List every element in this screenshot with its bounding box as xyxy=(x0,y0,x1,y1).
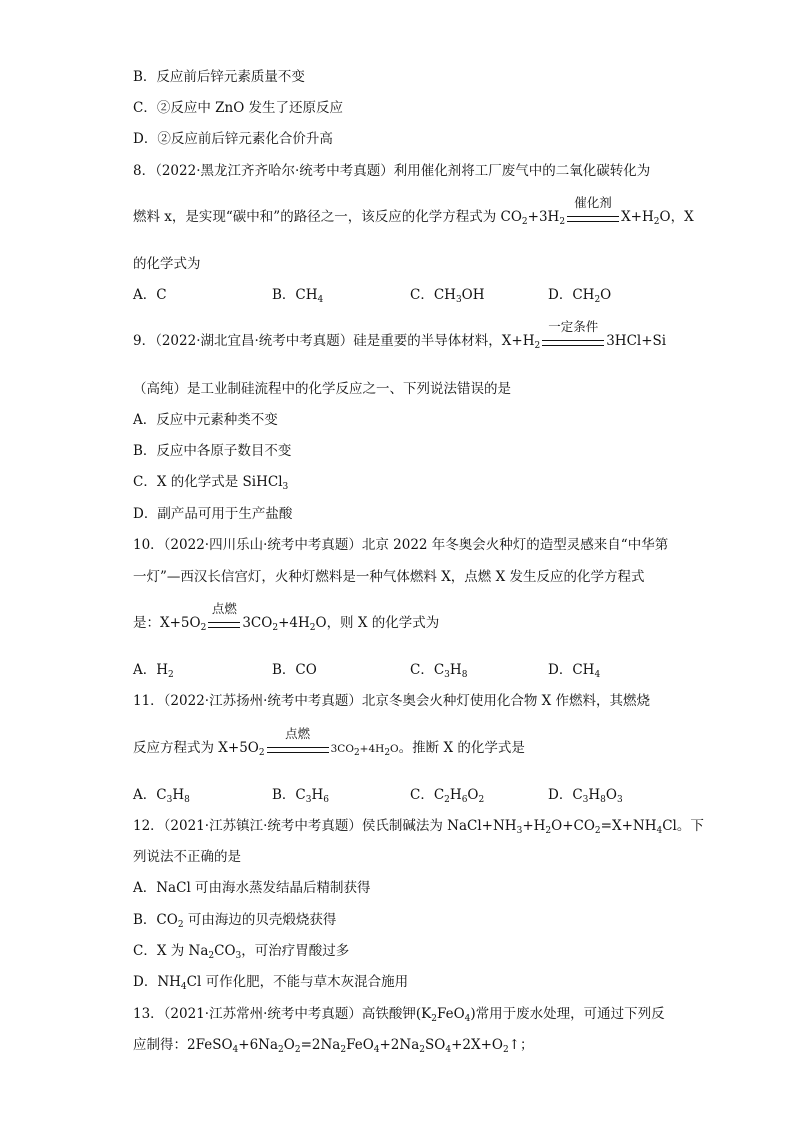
q9-option-b: B．反应中各原子数目不变 xyxy=(133,443,292,459)
q12-stem-line2: 列说法不正确的是 xyxy=(133,849,241,865)
q13-stem-line1: 13．（2021·江苏常州·统考中考真题）高铁酸钾$(K_2FeO_4)$常用于废水处理，可通过下列反 xyxy=(133,1006,665,1024)
q8-option-a: A．C xyxy=(133,287,167,303)
q10-equation-arrow: 点燃 xyxy=(208,614,240,634)
q8-option-b: B．$CH_4$ xyxy=(272,287,324,305)
q11-equation-arrow: 点燃 xyxy=(267,739,329,759)
q10-option-b: B．CO xyxy=(272,662,317,678)
q11-option-d: D．$C_3H_8O_3$ xyxy=(548,787,623,805)
q9-option-a: A．反应中元素种类不变 xyxy=(133,412,278,428)
q11-option-c: C．$C_2H_6O_2$ xyxy=(410,787,485,805)
q10-stem-line1: 10．（2022·四川乐山·统考中考真题）北京 2022 年冬奥会火种灯的造型灵感来自“中华第 xyxy=(133,537,669,553)
q12-option-d: D．$NH_4Cl$ 可作化肥，不能与草木灰混合施用 xyxy=(133,974,409,992)
q11-option-b: B．$C_3H_6$ xyxy=(272,787,329,805)
q11-stem-line2: 反应方程式为 $X+5O_2$ 点燃 $3CO_2+4H_2O$。推断 X 的化学式是 xyxy=(133,725,525,758)
q10-option-c: C．$C_3H_8$ xyxy=(410,662,468,680)
q8-stem-line2: 燃料 x，是实现“碳中和”的路径之一，该反应的化学方程式为 $CO_2+3H_2$ 催化剂 $X+H_2O$，X xyxy=(133,194,694,227)
q7-option-c: C．②反应中 ZnO 发生了还原反应 xyxy=(133,100,344,116)
q11-stem-line1: 11．（2022·江苏扬州·统考中考真题）北京冬奥会火种灯使用化合物 X 作燃料，其燃烧 xyxy=(133,693,651,709)
q8-stem-line3: 的化学式为 xyxy=(133,256,201,272)
q9-stem-line2: （高纯）是工业制硅流程中的化学反应之一、下列说法错误的是 xyxy=(133,381,511,397)
q12-option-c: C．X 为 $Na_2CO_3$，可治疗胃酸过多 xyxy=(133,943,350,961)
q10-option-d: D．$CH_4$ xyxy=(548,662,601,680)
q11-option-a: A．$C_3H_8$ xyxy=(133,787,190,805)
q12-option-b: B．$CO_2$ 可由海边的贝壳煅烧获得 xyxy=(133,912,337,930)
q9-stem-line1: 9．（2022·湖北宜昌·统考中考真题）硅是重要的半导体材料，$X+H_2$ 一定条件 3HCl+Si xyxy=(133,318,667,351)
q12-option-a: A．NaCl 可由海水蒸发结晶后精制获得 xyxy=(133,880,371,896)
q9-option-d: D．副产品可用于生产盐酸 xyxy=(133,506,293,522)
q7-option-d: D．②反应前后锌元素化合价升高 xyxy=(133,131,333,147)
q12-stem-line1: 12．（2021·江苏镇江·统考中考真题）侯氏制碱法为 $NaCl+NH_3+H_2O+CO_2=X+NH_4Cl$。下 xyxy=(133,818,704,836)
q10-stem-line3: 是：$X+5O_2$ 点燃 $3CO_2+4H_2O$，则 X 的化学式为 xyxy=(133,600,440,633)
q9-equation-arrow: 一定条件 xyxy=(542,332,604,352)
q9-option-c: C．X 的化学式是 SiHCl$_3$ xyxy=(133,474,289,492)
q7-option-b: B．反应前后锌元素质量不变 xyxy=(133,69,305,85)
q10-option-a: A．$H_2$ xyxy=(133,662,174,680)
q8-equation-arrow: 催化剂 xyxy=(567,208,619,228)
q8-option-d: D．$CH_2O$ xyxy=(548,287,612,305)
q8-option-c: C．$CH_3OH$ xyxy=(410,287,485,305)
q8-stem-line1: 8．（2022·黑龙江齐齐哈尔·统考中考真题）利用催化剂将工厂废气中的二氧化碳转化为 xyxy=(133,163,651,179)
q10-stem-line2: 一灯”—西汉长信宫灯，火种灯燃料是一种气体燃料 X，点燃 X 发生反应的化学方程式 xyxy=(133,569,645,585)
q13-stem-line2: 应制得：$2FeSO_4+6Na_2O_2=2Na_2FeO_4+2Na_2SO_4+2X+O_2↑$； xyxy=(133,1037,534,1055)
